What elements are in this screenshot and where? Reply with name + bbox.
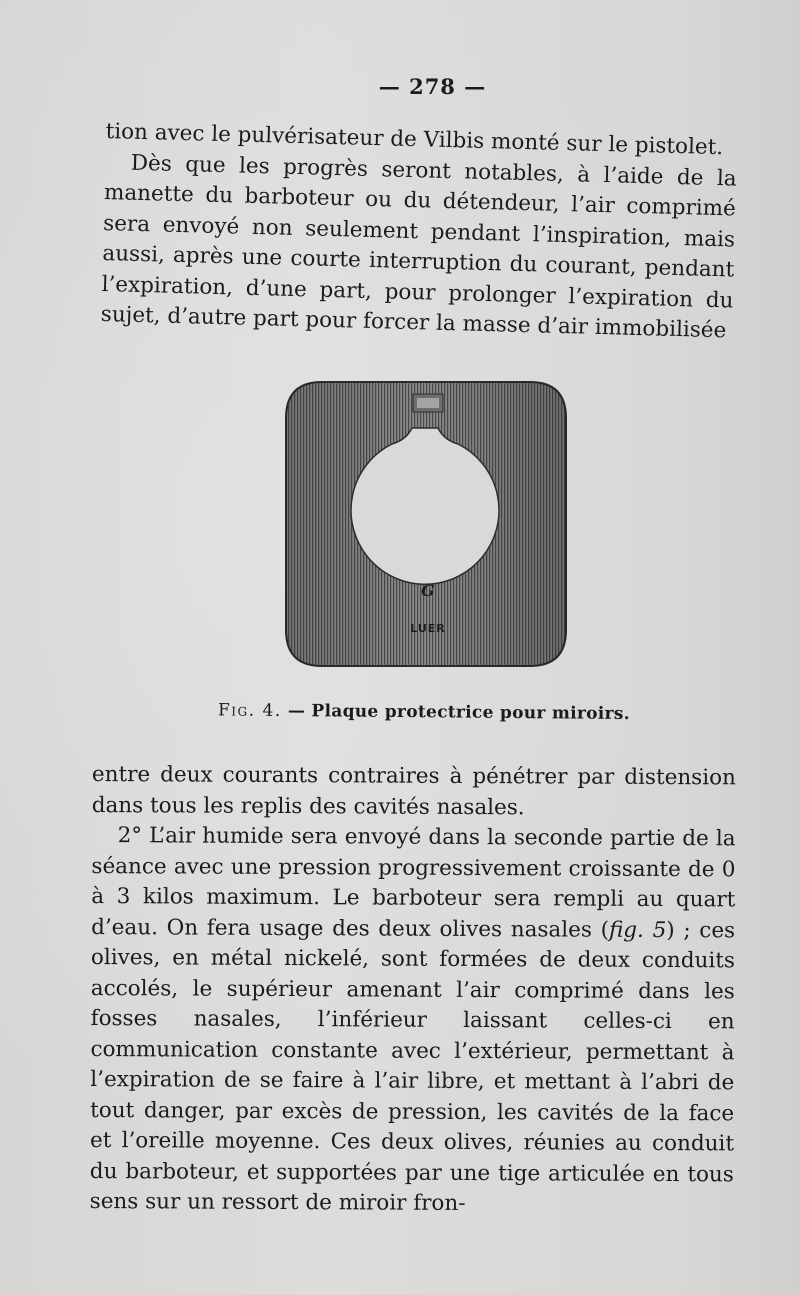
bottom-text-block [90, 760, 736, 1221]
protective-plate-illustration [282, 378, 570, 670]
maker-name: LUER [410, 622, 446, 635]
paragraph-humid-air-start: 2° L’air humide sera envoyé dans la seconde partie de la séance avec une pression progressivement croissante de 0 à 3 kilos maximum. Le barboteur sera rempli au quart d’eau. On fera usage des deux olives nasales ( [91, 823, 736, 943]
page-number: — 278 — [378, 74, 487, 99]
caption-dash: — [281, 700, 312, 722]
paragraph-humid-air-end: ) ; ces olives, en métal nickelé, sont formées de deux conduits accolés, le supérieur amenant l’air comprimé dans les fosses nasales, l’inférieur laissant celles-ci en communication constante avec l’extérieur, permettant à l’expiration de se faire à l’air libre, et mettant à l’abri de tout danger, par excès de pression, les cavités de la face et l’oreille moyenne. Ces deux olives, réunies au conduit du barboteur, et supportées par une tige articulée en tous sens sur un ressort de miroir fron- [89, 917, 736, 1216]
figure-protective-plate [282, 378, 570, 670]
figure-caption [0, 699, 800, 726]
top-text-block [100, 117, 737, 347]
figure-label: Fig. 4. [217, 700, 282, 721]
continuation-line: tion avec le pulvérisateur de Vilbis monté sur le pistolet. [105, 118, 724, 161]
paragraph-humid-air [90, 821, 736, 1221]
maker-mark: G [421, 581, 435, 600]
paragraph-progress: Dès que les progrès seront notables, à l’aide de la manette du barboteur ou du détendeur, l’air comprimé sera envoyé non seulement pendant l’inspiration, mais aussi, après une courte interruption du courant, pendant l’expiration, d’une part, pour prolonger l’expiration du sujet, d’autre part pour forcer la masse d’air immobilisée [100, 150, 737, 344]
continuation-paragraph: entre deux courants contraires à pénétrer par distension dans tous les replis des cavités nasales. [91, 762, 736, 820]
figure-reference: fig. 5 [608, 917, 667, 943]
caption-text: Plaque protectrice pour miroirs. [311, 701, 631, 725]
